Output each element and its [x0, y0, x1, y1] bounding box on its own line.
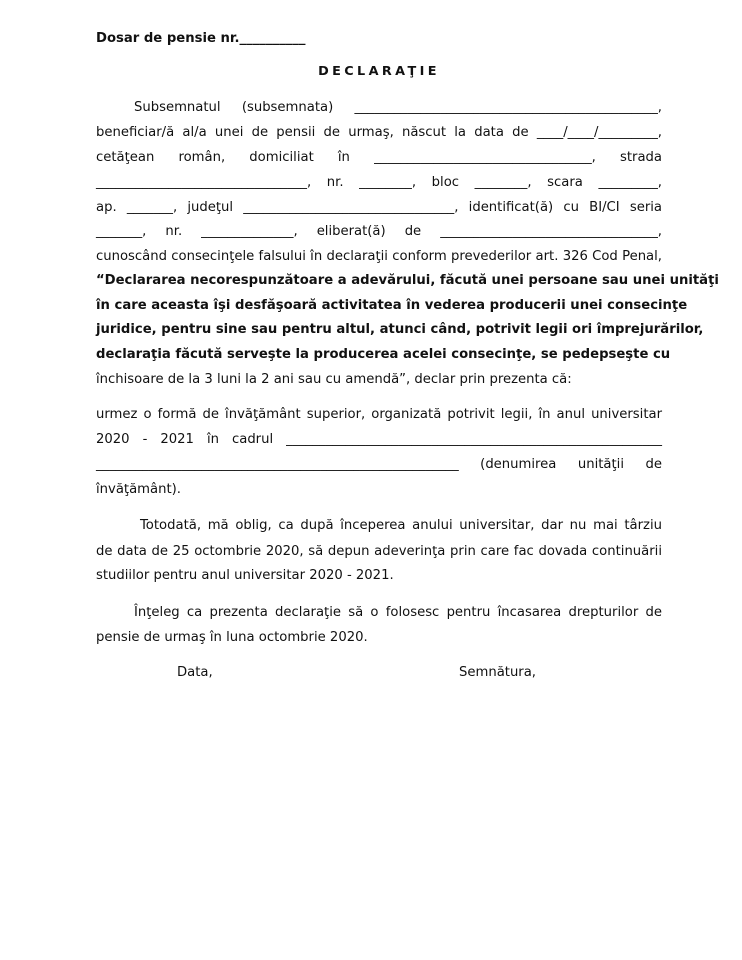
- obligation-line: Totodată, mă oblig, ca după începerea anului universitar, dar nu mai târziu: [140, 518, 662, 533]
- legal-quote-line: declaraţia făcută serveşte la producerea acelei consecinţe, se pedepseşte cu: [96, 347, 671, 362]
- education-line: _______________________________________________________ (denumirea unităţii de: [96, 457, 662, 472]
- legal-quote-line: “Declararea necorespunzătoare a adevărului, făcută unei persoane sau unei unităţi: [96, 273, 719, 288]
- body-line: _______, nr. ______________, eliberat(ă) de _________________________________,: [96, 224, 662, 239]
- legal-quote-line: juridice, pentru sine sau pentru altul, atunci când, potrivit legii ori împrejurărilor,: [96, 322, 704, 337]
- penalty-line: închisoare de la 3 luni la 2 ani sau cu amendă”, declar prin prezenta că:: [96, 372, 572, 387]
- understanding-line: pensie de urmaş în luna octombrie 2020.: [96, 630, 368, 645]
- obligation-line: studiilor pentru anul universitar 2020 - 2021.: [96, 568, 394, 583]
- body-line: cunoscând consecinţele falsului în declaraţii conform prevederilor art. 326 Cod Penal,: [96, 249, 662, 264]
- education-line: 2020 - 2021 în cadrul _________________________________________________________: [96, 432, 662, 447]
- body-line: beneficiar/ă al/a unei de pensii de urmaş, născut la data de ____/____/_________,: [96, 125, 662, 140]
- signature-label: Semnătura,: [459, 665, 536, 680]
- obligation-line: de data de 25 octombrie 2020, să depun adeverinţa prin care fac dovada continuării: [96, 544, 662, 559]
- document-title: DECLARAŢIE: [318, 64, 440, 79]
- date-label: Data,: [177, 665, 213, 680]
- body-line: ap. _______, judeţul ________________________________, identificat(ă) cu BI/CI seria: [96, 200, 662, 215]
- education-line: urmez o formă de învăţământ superior, organizată potrivit legii, în anul universitar: [96, 407, 662, 422]
- body-line: cetăţean român, domiciliat în _________________________________, strada: [96, 150, 662, 165]
- body-line: Subsemnatul (subsemnata) ______________________________________________,: [134, 100, 662, 115]
- understanding-line: Înţeleg ca prezenta declaraţie să o folosesc pentru încasarea drepturilor de: [134, 605, 662, 620]
- legal-quote-line: în care aceasta îşi desfăşoară activitatea în vederea producerii unei consecinţe: [96, 298, 688, 313]
- body-line: ________________________________, nr. ________, bloc ________, scara _________,: [96, 175, 662, 190]
- education-line: învăţământ).: [96, 482, 181, 497]
- pension-file-number: Dosar de pensie nr.__________: [96, 31, 306, 46]
